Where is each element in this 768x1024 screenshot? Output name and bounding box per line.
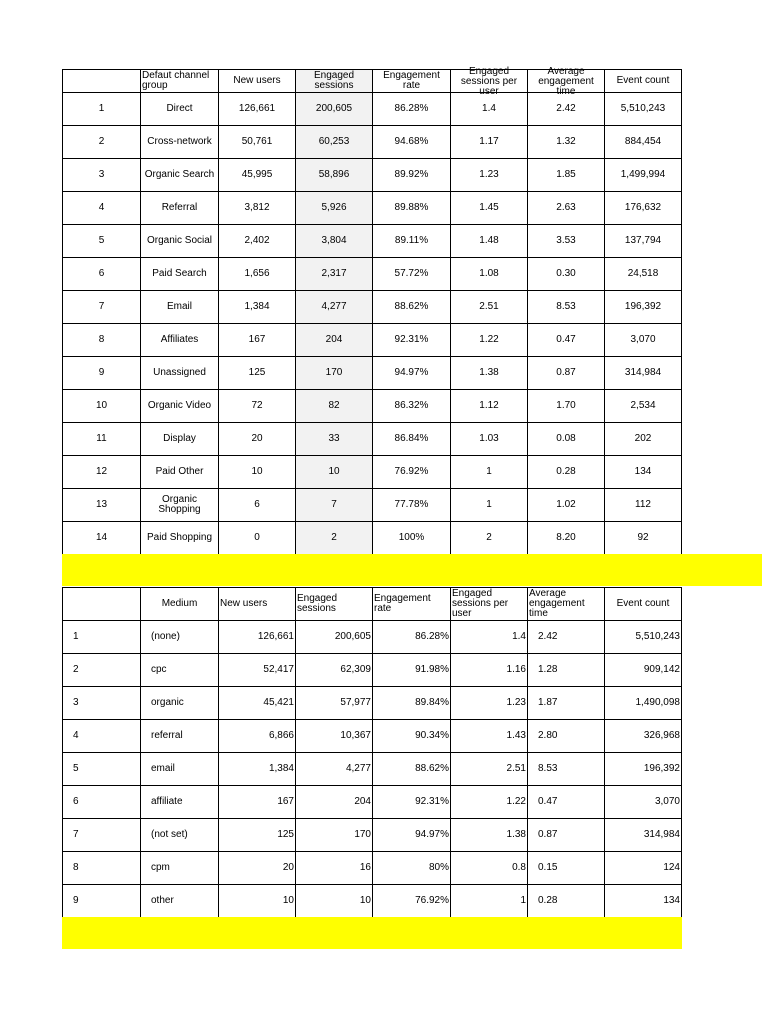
table-cell: 1,384: [219, 753, 296, 786]
table-cell: 6,866: [219, 720, 296, 753]
table-cell: 86.84%: [373, 423, 451, 456]
table-cell: 8.20: [528, 522, 605, 555]
table-cell: 1.85: [528, 159, 605, 192]
table-cell: 2.63: [528, 192, 605, 225]
table-cell: 60,253: [296, 126, 373, 159]
table-cell: 1.38: [451, 357, 528, 390]
table-cell: 5,510,243: [605, 621, 682, 654]
table-cell: 16: [296, 852, 373, 885]
table-row: [63, 324, 682, 357]
table-cell: 3,070: [605, 786, 682, 819]
table-cell: Paid Search: [141, 258, 219, 291]
table-cell: 76.92%: [373, 885, 451, 918]
table-cell: 2.80: [528, 720, 605, 753]
table-cell: 86.28%: [373, 93, 451, 126]
table-cell: 1.02: [528, 489, 605, 522]
table-cell: Organic Search: [141, 159, 219, 192]
table-cell: 4: [63, 192, 141, 225]
table-cell: 86.32%: [373, 390, 451, 423]
table-cell: cpc: [141, 654, 219, 687]
table-cell: 90.34%: [373, 720, 451, 753]
table-row: [63, 357, 682, 390]
table-cell: (none): [141, 621, 219, 654]
table-cell: 314,984: [605, 357, 682, 390]
table-cell: 3,812: [219, 192, 296, 225]
table-cell: 204: [296, 324, 373, 357]
table-cell: 2: [451, 522, 528, 555]
table-cell: 24,518: [605, 258, 682, 291]
table-cell: 1.17: [451, 126, 528, 159]
table-row: [63, 225, 682, 258]
table-cell: 1.4: [451, 93, 528, 126]
table-cell: 134: [605, 885, 682, 918]
table-cell: 3.53: [528, 225, 605, 258]
table-row: [63, 786, 682, 819]
table-cell: 5: [63, 225, 141, 258]
table-cell: Referral: [141, 192, 219, 225]
table-cell: 45,995: [219, 159, 296, 192]
table-cell: 176,632: [605, 192, 682, 225]
column-header: New users: [219, 588, 296, 621]
table-cell: Unassigned: [141, 357, 219, 390]
column-header: Engaged sessions per user: [451, 588, 528, 621]
table-cell: 82: [296, 390, 373, 423]
table-cell: organic: [141, 687, 219, 720]
table-cell: 1: [63, 93, 141, 126]
table-row: [63, 885, 682, 918]
table-cell: Organic Video: [141, 390, 219, 423]
table-cell: 52,417: [219, 654, 296, 687]
table-row: [63, 852, 682, 885]
table-cell: 7: [296, 489, 373, 522]
table-cell: 1,499,994: [605, 159, 682, 192]
table-cell: 94.97%: [373, 357, 451, 390]
table-cell: 204: [296, 786, 373, 819]
table-cell: Organic Shopping: [141, 489, 219, 522]
table-cell: 88.62%: [373, 291, 451, 324]
table-cell: 3: [63, 159, 141, 192]
table-cell: 3: [63, 687, 141, 720]
table-cell: (not set): [141, 819, 219, 852]
table-cell: 0.47: [528, 324, 605, 357]
table-cell: 20: [219, 423, 296, 456]
table-cell: 2.42: [528, 93, 605, 126]
table-cell: 77.78%: [373, 489, 451, 522]
column-header: Average engagement time: [528, 588, 605, 621]
table-cell: Organic Social: [141, 225, 219, 258]
table-row: [63, 753, 682, 786]
table-cell: 134: [605, 456, 682, 489]
table-cell: 14: [63, 522, 141, 555]
header-row: [63, 588, 682, 621]
table-cell: 326,968: [605, 720, 682, 753]
table-cell: 89.84%: [373, 687, 451, 720]
table-cell: 0.8: [451, 852, 528, 885]
table-cell: 124: [605, 852, 682, 885]
table-cell: 89.92%: [373, 159, 451, 192]
table-cell: 1.12: [451, 390, 528, 423]
table-cell: 112: [605, 489, 682, 522]
table-cell: 314,984: [605, 819, 682, 852]
table-cell: 100%: [373, 522, 451, 555]
table-cell: referral: [141, 720, 219, 753]
table-cell: 1,490,098: [605, 687, 682, 720]
table-cell: 2.51: [451, 291, 528, 324]
table-cell: 72: [219, 390, 296, 423]
table-cell: 13: [63, 489, 141, 522]
table-cell: 1.22: [451, 324, 528, 357]
table-cell: 3,070: [605, 324, 682, 357]
table-row: [63, 819, 682, 852]
table-cell: 1: [451, 489, 528, 522]
table-cell: 1.4: [451, 621, 528, 654]
table-cell: 33: [296, 423, 373, 456]
column-header: [63, 70, 141, 93]
table-cell: Paid Other: [141, 456, 219, 489]
table-cell: 10: [219, 885, 296, 918]
table-cell: 10,367: [296, 720, 373, 753]
table-row: [63, 423, 682, 456]
table-row: [63, 456, 682, 489]
column-header: Defaut channel group: [141, 70, 219, 93]
table-cell: 1.45: [451, 192, 528, 225]
table-row: [63, 258, 682, 291]
header-row: [63, 70, 682, 93]
table-cell: 80%: [373, 852, 451, 885]
table-cell: Direct: [141, 93, 219, 126]
table-cell: 10: [63, 390, 141, 423]
table-row: [63, 390, 682, 423]
table-row: [63, 159, 682, 192]
table-cell: 1: [451, 885, 528, 918]
table-cell: 9: [63, 357, 141, 390]
table-cell: 167: [219, 324, 296, 357]
table-cell: 94.68%: [373, 126, 451, 159]
table-cell: 62,309: [296, 654, 373, 687]
table-cell: 126,661: [219, 93, 296, 126]
table-row: [63, 93, 682, 126]
table-cell: 202: [605, 423, 682, 456]
table-cell: 1,384: [219, 291, 296, 324]
highlight-band: [62, 554, 762, 586]
table-cell: Email: [141, 291, 219, 324]
table-cell: 1.43: [451, 720, 528, 753]
table-row: [63, 720, 682, 753]
table-cell: 1.23: [451, 159, 528, 192]
table-cell: 1.16: [451, 654, 528, 687]
table-cell: 5: [63, 753, 141, 786]
table-cell: 0.28: [528, 456, 605, 489]
table-row: [63, 291, 682, 324]
table-cell: 0.15: [528, 852, 605, 885]
column-header: Event count: [605, 70, 682, 93]
table-cell: Affiliates: [141, 324, 219, 357]
column-header: [63, 588, 141, 621]
table-cell: 9: [63, 885, 141, 918]
table-cell: 91.98%: [373, 654, 451, 687]
table-cell: 4: [63, 720, 141, 753]
table-cell: 1.87: [528, 687, 605, 720]
table-cell: 12: [63, 456, 141, 489]
table-cell: 2,317: [296, 258, 373, 291]
channel-group-table: [62, 66, 682, 555]
column-header: Medium: [141, 588, 219, 621]
table-cell: 125: [219, 357, 296, 390]
table-cell: 11: [63, 423, 141, 456]
table-cell: 86.28%: [373, 621, 451, 654]
table-cell: other: [141, 885, 219, 918]
table-cell: 20: [219, 852, 296, 885]
table-cell: 2: [296, 522, 373, 555]
table-row: [63, 192, 682, 225]
table-cell: 6: [63, 786, 141, 819]
table-cell: 2,534: [605, 390, 682, 423]
table-cell: 57,977: [296, 687, 373, 720]
table-cell: cpm: [141, 852, 219, 885]
table-cell: 1: [451, 456, 528, 489]
table-cell: 58,896: [296, 159, 373, 192]
medium-table: [62, 587, 682, 918]
table-cell: 0: [219, 522, 296, 555]
table-cell: 0.08: [528, 423, 605, 456]
table-row: [63, 522, 682, 555]
column-header: Event count: [605, 588, 682, 621]
table-cell: 2,402: [219, 225, 296, 258]
table-cell: Paid Shopping: [141, 522, 219, 555]
table-cell: 2: [63, 654, 141, 687]
table-cell: 0.28: [528, 885, 605, 918]
table-cell: 1,656: [219, 258, 296, 291]
table-cell: 5,510,243: [605, 93, 682, 126]
table-cell: 1.28: [528, 654, 605, 687]
table-cell: affiliate: [141, 786, 219, 819]
table-cell: 1: [63, 621, 141, 654]
table-cell: 1.32: [528, 126, 605, 159]
column-header: Engagement rate: [373, 70, 451, 93]
table-cell: 7: [63, 291, 141, 324]
table-cell: 45,421: [219, 687, 296, 720]
table-cell: 2: [63, 126, 141, 159]
table-cell: 6: [63, 258, 141, 291]
table-cell: 200,605: [296, 93, 373, 126]
table-cell: 125: [219, 819, 296, 852]
table-cell: 167: [219, 786, 296, 819]
table-cell: 8.53: [528, 291, 605, 324]
column-header: Average engagement time: [528, 70, 605, 93]
table-cell: 94.97%: [373, 819, 451, 852]
table-cell: 8: [63, 324, 141, 357]
table-cell: 909,142: [605, 654, 682, 687]
column-header: Engagement rate: [373, 588, 451, 621]
table-row: [63, 687, 682, 720]
table-row: [63, 489, 682, 522]
table-cell: 92: [605, 522, 682, 555]
table-cell: 0.87: [528, 357, 605, 390]
table-cell: 1.38: [451, 819, 528, 852]
table-cell: 1.08: [451, 258, 528, 291]
table-cell: 2.51: [451, 753, 528, 786]
table-cell: 10: [219, 456, 296, 489]
table-cell: 10: [296, 456, 373, 489]
table-cell: 4,277: [296, 291, 373, 324]
column-header: Engaged sessions per user: [451, 70, 528, 93]
table-cell: 88.62%: [373, 753, 451, 786]
table-cell: Cross-network: [141, 126, 219, 159]
table-cell: email: [141, 753, 219, 786]
table-cell: 1.23: [451, 687, 528, 720]
table-cell: 3,804: [296, 225, 373, 258]
table-cell: 1.03: [451, 423, 528, 456]
column-header: New users: [219, 70, 296, 93]
table-cell: 170: [296, 357, 373, 390]
table-cell: 196,392: [605, 291, 682, 324]
table-cell: 200,605: [296, 621, 373, 654]
table-cell: 126,661: [219, 621, 296, 654]
table-cell: 1.22: [451, 786, 528, 819]
table-cell: 7: [63, 819, 141, 852]
table-cell: 0.47: [528, 786, 605, 819]
table-cell: 1.70: [528, 390, 605, 423]
table-row: [63, 621, 682, 654]
table-cell: 89.88%: [373, 192, 451, 225]
table-cell: Display: [141, 423, 219, 456]
table-cell: 884,454: [605, 126, 682, 159]
table-cell: 6: [219, 489, 296, 522]
table-cell: 0.30: [528, 258, 605, 291]
table-row: [63, 654, 682, 687]
table-cell: 196,392: [605, 753, 682, 786]
table-cell: 5,926: [296, 192, 373, 225]
table-cell: 89.11%: [373, 225, 451, 258]
table-cell: 92.31%: [373, 786, 451, 819]
table-row: [63, 126, 682, 159]
table-cell: 50,761: [219, 126, 296, 159]
table-cell: 4,277: [296, 753, 373, 786]
table-cell: 2.42: [528, 621, 605, 654]
table-cell: 8: [63, 852, 141, 885]
table-cell: 1.48: [451, 225, 528, 258]
table-cell: 10: [296, 885, 373, 918]
table-cell: 170: [296, 819, 373, 852]
highlight-band: [62, 917, 682, 949]
table-cell: 92.31%: [373, 324, 451, 357]
table-cell: 137,794: [605, 225, 682, 258]
column-header: Engaged sessions: [296, 70, 373, 93]
table-cell: 8.53: [528, 753, 605, 786]
table-cell: 57.72%: [373, 258, 451, 291]
table-cell: 0.87: [528, 819, 605, 852]
column-header: Engaged sessions: [296, 588, 373, 621]
table-cell: 76.92%: [373, 456, 451, 489]
